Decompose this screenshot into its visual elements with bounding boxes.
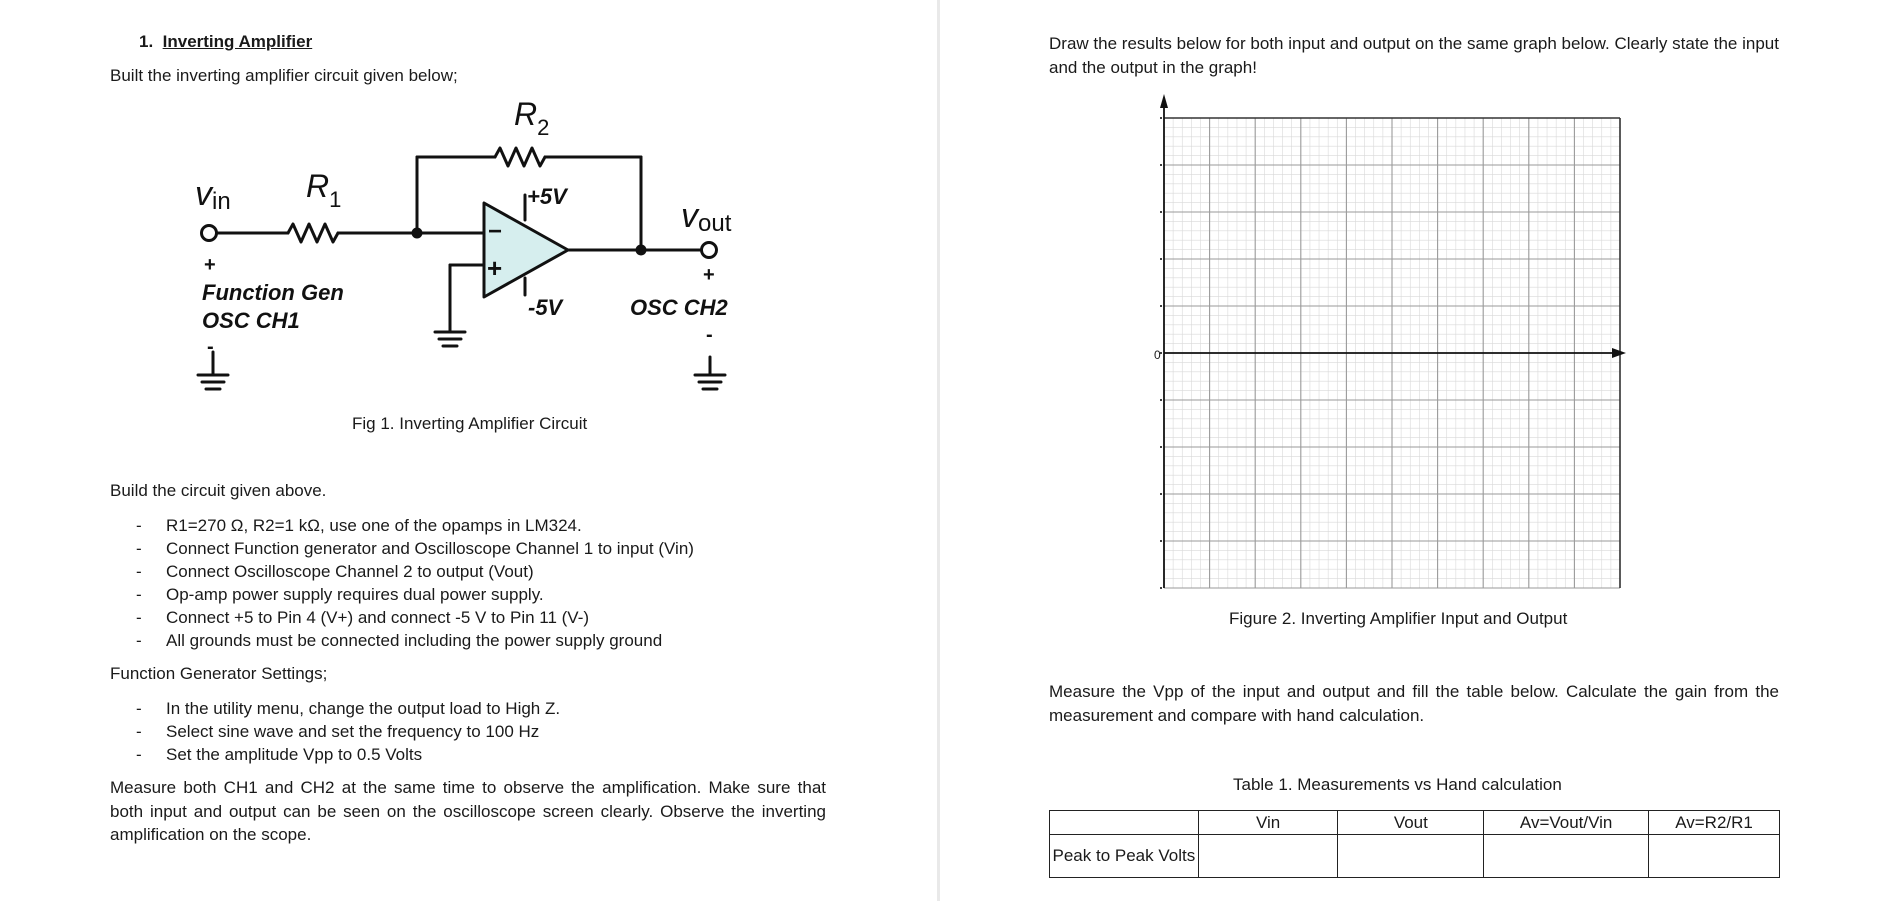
input-ground-icon: [198, 375, 228, 389]
list-item: - Connect Oscilloscope Channel 2 to output (Vout): [136, 562, 534, 581]
section-heading: [139, 30, 312, 53]
resistor-r2: [495, 148, 545, 166]
fig1-caption: Fig 1. Inverting Amplifier Circuit: [352, 414, 588, 433]
build-list: [110, 514, 694, 652]
table-cell-vout[interactable]: [1338, 835, 1484, 878]
left-page: [0, 0, 937, 901]
output-minus-sign: -: [706, 324, 713, 346]
measurements-table: [1049, 810, 1780, 878]
vout-label: vout: [681, 197, 732, 237]
intro-text: Built the inverting amplifier circuit given below;: [110, 66, 458, 85]
opamp-plus-sign: +: [487, 253, 503, 283]
x-axis-arrow: [1612, 348, 1626, 358]
table-header-cell: Vin: [1198, 811, 1338, 835]
vin-label: vin: [195, 175, 231, 215]
list-item: - All grounds must be connected including the power supply ground: [136, 631, 663, 650]
list-item: - Select sine wave and set the frequency to 100 Hz: [136, 722, 540, 741]
table-header-cell: [1050, 811, 1199, 835]
section-number: 1.: [139, 32, 154, 51]
table-header-cell: Av=R2/R1: [1649, 811, 1780, 835]
list-item: - Set the amplitude Vpp to 0.5 Volts: [136, 745, 423, 764]
inverting-amplifier-schematic: [180, 95, 760, 405]
draw-instruction: Draw the results below for both input and output on the same graph below. Clearly state the input and the output in the graph!: [1049, 34, 1779, 77]
input-minus-sign: -: [207, 336, 214, 358]
table-row: [1050, 835, 1780, 878]
inverting-junction: [412, 228, 423, 239]
table-cell-gain-calculated[interactable]: [1649, 835, 1780, 878]
list-item: - Connect +5 to Pin 4 (V+) and connect -5 V to Pin 11 (V-): [136, 608, 590, 627]
source-label-line2: OSC CH1: [202, 308, 300, 333]
function-generator-intro: Function Generator Settings;: [110, 664, 328, 683]
y-axis-arrow: [1160, 94, 1168, 108]
output-ground-icon: [695, 375, 725, 389]
positive-supply-label: +5V: [527, 184, 567, 209]
table-header-row: [1050, 811, 1780, 835]
graph-zero-label: 0: [1154, 348, 1161, 362]
table-caption: Table 1. Measurements vs Hand calculation: [1233, 775, 1562, 794]
r1-label: $R_1$: [306, 168, 342, 212]
list-item: - Connect Function generator and Oscilloscope Channel 1 to input (Vin): [136, 539, 694, 558]
output-plus-sign: +: [703, 264, 715, 286]
graph-grid: [1160, 92, 1630, 604]
output-junction: [636, 245, 647, 256]
right-page: [940, 0, 1888, 901]
r2-label: $R_2$: [514, 96, 550, 140]
section-title: Inverting Amplifier: [162, 32, 313, 51]
table-row-label: Peak to Peak Volts: [1050, 835, 1199, 878]
table-header-cell: Av=Vout/Vin: [1484, 811, 1649, 835]
list-item: - In the utility menu, change the output load to High Z.: [136, 699, 561, 718]
table-cell-vin[interactable]: [1198, 835, 1338, 878]
list-item: - R1=270 Ω, R2=1 kΩ, use one of the opamps in LM324.: [136, 516, 582, 535]
opamp-ground-icon: [435, 332, 465, 346]
measure-instruction: Measure the Vpp of the input and output and fill the table below. Calculate the gain from the measurement and compare with hand calculation.: [1049, 682, 1779, 725]
input-terminal: [202, 226, 217, 241]
source-label-line1: Function Gen: [202, 280, 344, 305]
build-intro: Build the circuit given above.: [110, 481, 327, 500]
table-header-cell: Vout: [1338, 811, 1484, 835]
resistor-r1: [288, 224, 338, 242]
fig2-caption: Figure 2. Inverting Amplifier Input and Output: [1229, 609, 1568, 628]
scope-label: OSC CH2: [630, 295, 728, 320]
function-generator-list: [110, 697, 560, 766]
output-terminal: [702, 243, 717, 258]
input-plus-sign: +: [204, 254, 216, 276]
measure-paragraph: Measure both CH1 and CH2 at the same time to observe the amplification. Make sure that both input and output can be seen on the oscilloscope screen clearly. Observe the inverting amplification on the scope.: [110, 778, 826, 844]
table-cell-gain-measured[interactable]: [1484, 835, 1649, 878]
opamp-minus-sign: −: [488, 218, 503, 245]
list-item: - Op-amp power supply requires dual power supply.: [136, 585, 544, 604]
negative-supply-label: -5V: [528, 295, 563, 320]
